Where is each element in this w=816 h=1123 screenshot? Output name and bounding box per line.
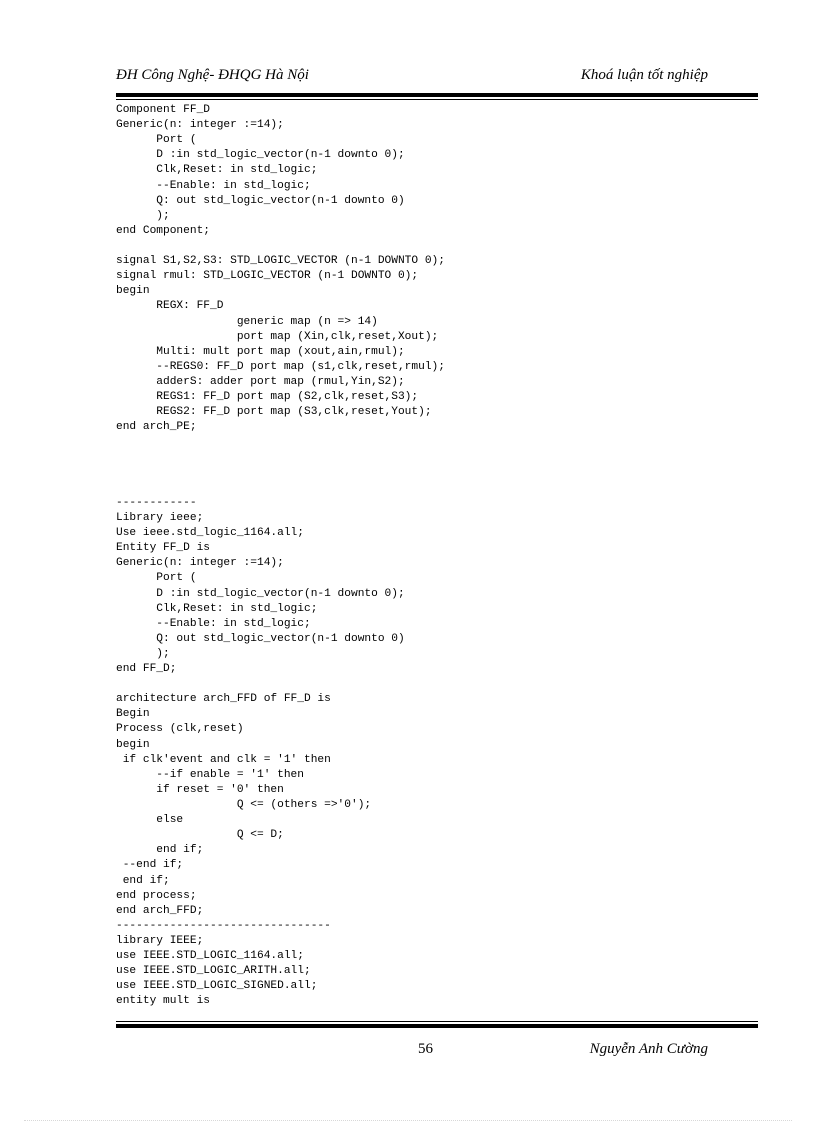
- code-line: generic map (n => 14): [116, 315, 378, 328]
- code-line: Clk,Reset: in std_logic;: [116, 602, 318, 615]
- code-line: Q <= (others =>'0');: [116, 799, 372, 812]
- code-line: begin: [116, 285, 150, 298]
- code-line: end Component;: [116, 224, 210, 237]
- code-line: --------------------------------: [116, 919, 331, 932]
- code-line: Entity FF_D is: [116, 542, 210, 555]
- code-line: use IEEE.STD_LOGIC_ARITH.all;: [116, 965, 311, 978]
- code-line: Generic(n: integer :=14);: [116, 557, 284, 570]
- code-line: adderS: adder port map (rmul,Yin,S2);: [116, 375, 405, 388]
- code-line: signal S1,S2,S3: STD_LOGIC_VECTOR (n-1 DOWNTO 0);: [116, 255, 445, 268]
- code-listing: [116, 103, 445, 1010]
- code-line: );: [116, 209, 170, 222]
- code-line: end FF_D;: [116, 663, 177, 676]
- code-line: end if;: [116, 874, 170, 887]
- code-line: Multi: mult port map (xout,ain,rmul);: [116, 345, 405, 358]
- code-line: Component FF_D: [116, 104, 210, 116]
- code-line: --Enable: in std_logic;: [116, 617, 311, 630]
- header-document-type: Khoá luận tốt nghiệp: [580, 67, 708, 83]
- code-line: Port (: [116, 134, 197, 147]
- code-line: end arch_FFD;: [116, 904, 204, 917]
- code-line: signal rmul: STD_LOGIC_VECTOR (n-1 DOWNTO 0);: [116, 270, 419, 283]
- header-institution: ĐH Công Nghệ- ĐHQG Hà Nội: [116, 67, 309, 83]
- code-line: --Enable: in std_logic;: [116, 179, 311, 192]
- code-line: Begin: [116, 708, 150, 721]
- code-line: Library ieee;: [116, 511, 204, 524]
- code-line: Q: out std_logic_vector(n-1 downto 0): [116, 632, 405, 645]
- code-line: Q <= D;: [116, 829, 284, 842]
- code-line: use IEEE.STD_LOGIC_1164.all;: [116, 950, 304, 963]
- code-line: --REGS0: FF_D port map (s1,clk,reset,rmul);: [116, 360, 445, 373]
- code-line: [116, 466, 445, 481]
- footer-author: Nguyễn Anh Cường: [589, 1041, 708, 1057]
- code-line: ------------: [116, 496, 197, 509]
- code-line: else: [116, 814, 184, 827]
- page-edge-divider: [24, 1120, 792, 1121]
- code-line: library IEEE;: [116, 935, 204, 948]
- code-line: entity mult is: [116, 995, 210, 1008]
- code-line: begin: [116, 738, 150, 751]
- code-line: end process;: [116, 889, 197, 902]
- code-line: if reset = '0' then: [116, 783, 284, 796]
- code-line: [116, 481, 445, 496]
- code-line: end arch_PE;: [116, 421, 197, 434]
- page-number: 56: [418, 1041, 433, 1057]
- code-line: if clk'event and clk = '1' then: [116, 753, 331, 766]
- footer-rule-thin: [116, 1021, 758, 1022]
- footer-rule-thick: [116, 1024, 758, 1028]
- code-line: Use ieee.std_logic_1164.all;: [116, 527, 304, 540]
- code-line: REGS2: FF_D port map (S3,clk,reset,Yout);: [116, 406, 432, 419]
- code-line: [116, 239, 445, 254]
- code-line: [116, 435, 445, 450]
- code-line: REGS1: FF_D port map (S2,clk,reset,S3);: [116, 391, 419, 404]
- code-line: D :in std_logic_vector(n-1 downto 0);: [116, 149, 405, 162]
- code-line: end if;: [116, 844, 204, 857]
- code-line: Q: out std_logic_vector(n-1 downto 0): [116, 194, 405, 207]
- code-line: Process (clk,reset): [116, 723, 244, 736]
- code-line: REGX: FF_D: [116, 300, 224, 313]
- code-line: );: [116, 647, 170, 660]
- code-line: port map (Xin,clk,reset,Xout);: [116, 330, 439, 343]
- code-line: Port (: [116, 572, 197, 585]
- code-line: [116, 451, 445, 466]
- code-line: Generic(n: integer :=14);: [116, 119, 284, 132]
- header-rule-thin: [116, 99, 758, 100]
- header-rule-thick: [116, 93, 758, 97]
- code-line: --end if;: [116, 859, 184, 872]
- code-line: architecture arch_FFD of FF_D is: [116, 693, 331, 706]
- code-line: [116, 677, 445, 692]
- code-line: Clk,Reset: in std_logic;: [116, 164, 318, 177]
- code-line: use IEEE.STD_LOGIC_SIGNED.all;: [116, 980, 318, 993]
- code-line: D :in std_logic_vector(n-1 downto 0);: [116, 587, 405, 600]
- code-line: --if enable = '1' then: [116, 768, 304, 781]
